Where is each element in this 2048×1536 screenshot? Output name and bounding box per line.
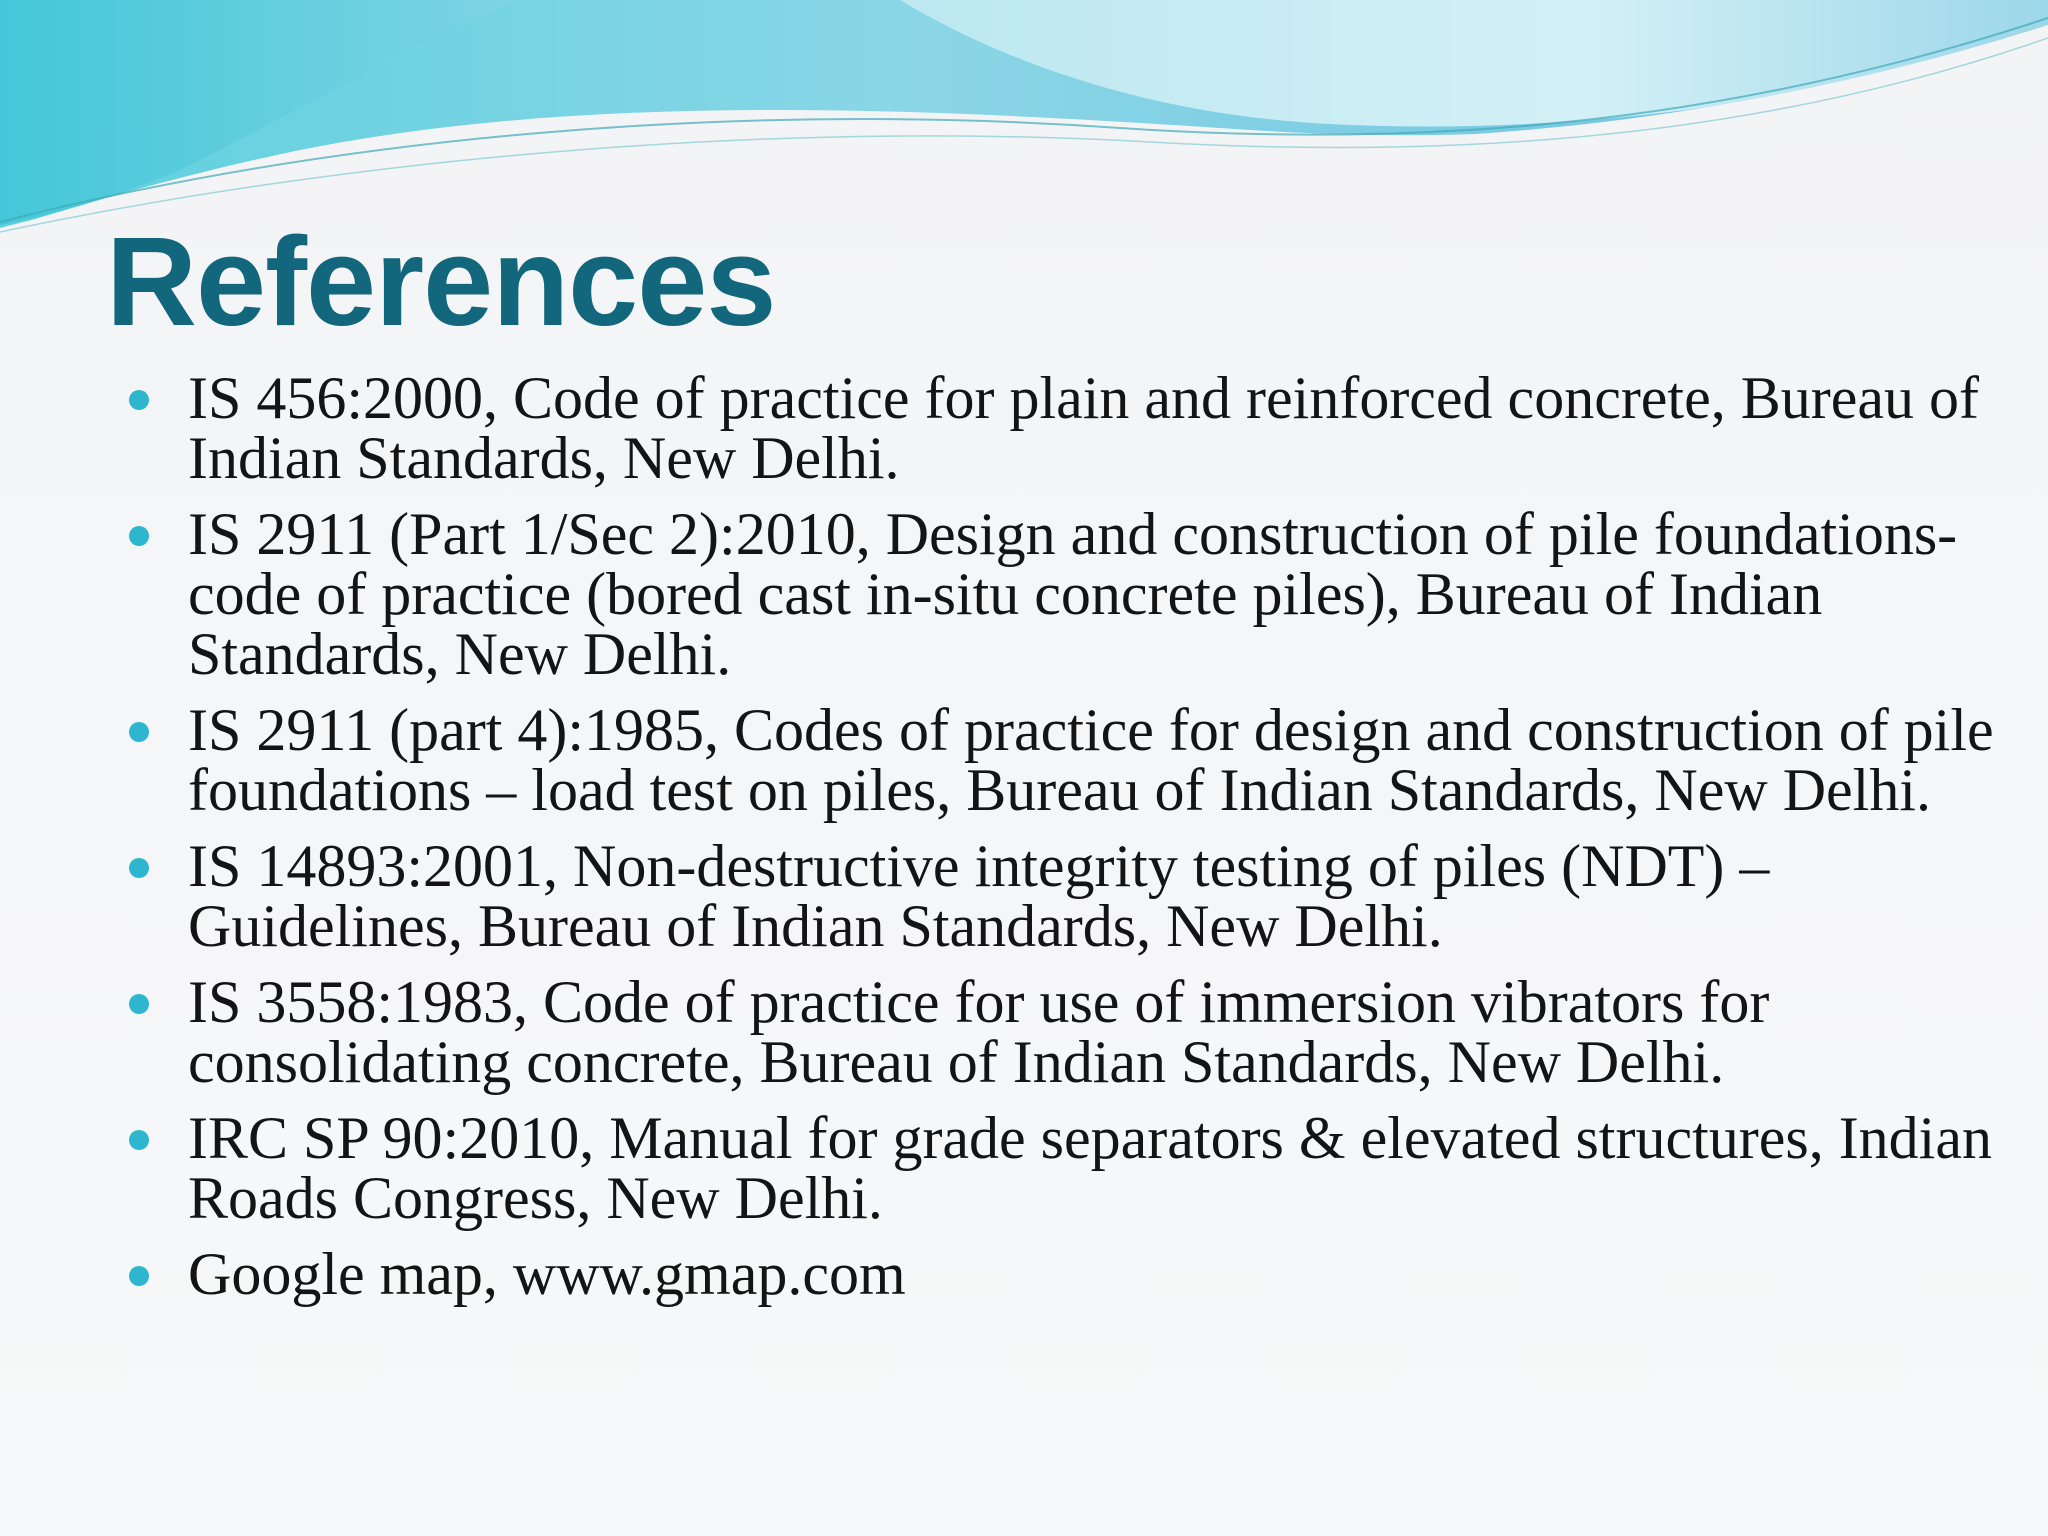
reference-item: [127, 969, 2007, 1095]
reference-text: IRC SP 90:2010, Manual for grade separators & elevated structures, Indian Roads Congress, New Delhi.: [188, 1105, 1992, 1231]
reference-text: Google map, www.gmap.com: [188, 1241, 906, 1307]
bullet-icon: [129, 858, 149, 878]
reference-item: [127, 1241, 2007, 1307]
reference-item: [127, 365, 2007, 491]
bullet-icon: [129, 1266, 149, 1286]
bullet-icon: [129, 994, 149, 1014]
bullet-icon: [129, 1130, 149, 1150]
bullet-icon: [129, 390, 149, 410]
reference-item: [127, 1105, 2007, 1231]
reference-text: IS 3558:1983, Code of practice for use of immersion vibrators for consolidating concrete, Bureau of Indian Standards, New Delhi.: [188, 969, 1770, 1095]
bullet-icon: [129, 722, 149, 742]
reference-item: [127, 833, 2007, 959]
reference-item: [127, 697, 2007, 823]
reference-item: [127, 501, 2007, 687]
reference-text: IS 456:2000, Code of practice for plain and reinforced concrete, Bureau of Indian Standards, New Delhi.: [188, 365, 1979, 491]
references-list: [127, 365, 2007, 1320]
slide-title: References: [106, 211, 776, 352]
reference-text: IS 2911 (Part 1/Sec 2):2010, Design and construction of pile foundations-code of practice (bored cast in-situ concrete piles), Bureau of Indian Standards, New Delhi.: [188, 501, 1958, 687]
reference-text: IS 14893:2001, Non-destructive integrity testing of piles (NDT) – Guidelines, Bureau of Indian Standards, New Delhi.: [188, 833, 1770, 959]
reference-text: IS 2911 (part 4):1985, Codes of practice for design and construction of pile foundations – load test on piles, Bureau of Indian Standards, New Delhi.: [188, 697, 1994, 823]
header-wave-decoration: [0, 0, 2048, 240]
bullet-icon: [129, 526, 149, 546]
